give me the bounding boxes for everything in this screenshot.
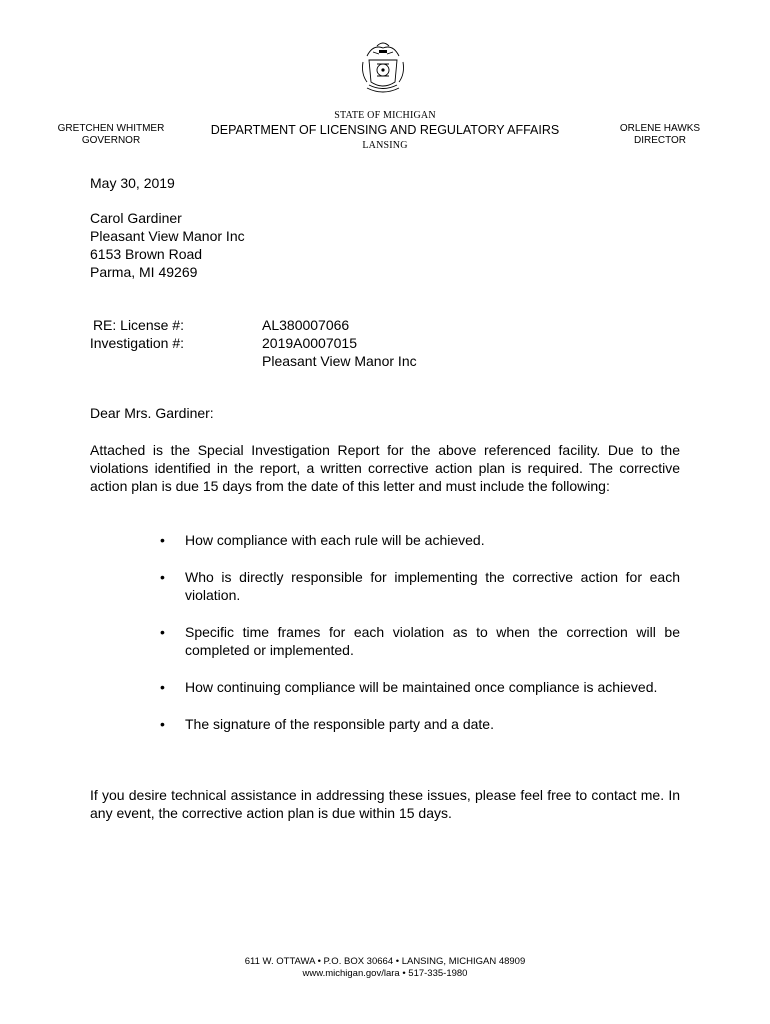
- bullet-icon: •: [160, 716, 165, 732]
- director-name: ORLENE HAWKS: [619, 123, 701, 134]
- recipient-organization: Pleasant View Manor Inc: [90, 228, 245, 244]
- re-license-label: RE: License #:: [92, 317, 184, 333]
- re-license-row: [90, 316, 690, 334]
- recipient-street: 6153 Brown Road: [90, 246, 203, 262]
- re-block: [90, 316, 690, 370]
- letterhead-city: LANSING: [362, 140, 408, 151]
- list-item: [160, 568, 680, 604]
- footer-contact: www.michigan.gov/lara • 517-335-1980: [302, 968, 468, 979]
- list-item: [160, 715, 680, 733]
- governor-name: GRETCHEN WHITMER: [57, 123, 165, 134]
- bullet-icon: •: [160, 532, 165, 548]
- bullet-icon: •: [160, 679, 165, 695]
- list-item-text: The signature of the responsible party and a date.: [185, 716, 494, 732]
- re-license-value: AL380007066: [262, 317, 350, 333]
- re-facility-row: [90, 352, 690, 370]
- list-item-text: Specific time frames for each violation as to when the correction will be completed or implemented.: [185, 624, 680, 658]
- list-item: [160, 531, 680, 549]
- governor-title: GOVERNOR: [81, 135, 141, 146]
- recipient-address: [90, 209, 245, 281]
- letterhead-state: STATE OF MICHIGAN: [334, 110, 436, 121]
- list-item-text: How continuing compliance will be maintained once compliance is achieved.: [185, 679, 658, 695]
- re-investigation-row: [90, 334, 690, 352]
- recipient-name: Carol Gardiner: [90, 210, 182, 226]
- letter-date: May 30, 2019: [90, 175, 175, 191]
- list-item: [160, 623, 680, 659]
- body-paragraph-1: Attached is the Special Investigation Report for the above referenced facility. Due to the violations identified in the report, a written corrective action plan is required. The corrective action plan is due 15 days from the date of this letter and must include the following:: [90, 442, 680, 494]
- re-facility: Pleasant View Manor Inc: [262, 353, 417, 369]
- director-block: [606, 123, 714, 147]
- body-paragraph-2: If you desire technical assistance in addressing these issues, please feel free to contact me. In any event, the corrective action plan is due within 15 days.: [90, 787, 680, 821]
- re-investigation-value: 2019A0007015: [262, 335, 357, 351]
- recipient-city-state-zip: Parma, MI 49269: [90, 264, 198, 280]
- list-item: [160, 678, 680, 696]
- requirements-list: [160, 531, 680, 752]
- michigan-state-seal-icon: [359, 38, 407, 96]
- list-item-text: Who is directly responsible for implementing the corrective action for each violation.: [185, 569, 680, 603]
- re-investigation-label: Investigation #:: [89, 335, 184, 351]
- salutation: Dear Mrs. Gardiner:: [90, 405, 214, 421]
- governor-block: [50, 123, 172, 147]
- bullet-icon: •: [160, 624, 165, 640]
- footer-address: 611 W. OTTAWA • P.O. BOX 30664 • LANSING, MICHIGAN 48909: [244, 956, 526, 967]
- letterhead-department: DEPARTMENT OF LICENSING AND REGULATORY AFFAIRS: [210, 123, 560, 137]
- list-item-text: How compliance with each rule will be achieved.: [185, 532, 485, 548]
- director-title: DIRECTOR: [633, 135, 687, 146]
- bullet-icon: •: [160, 569, 165, 585]
